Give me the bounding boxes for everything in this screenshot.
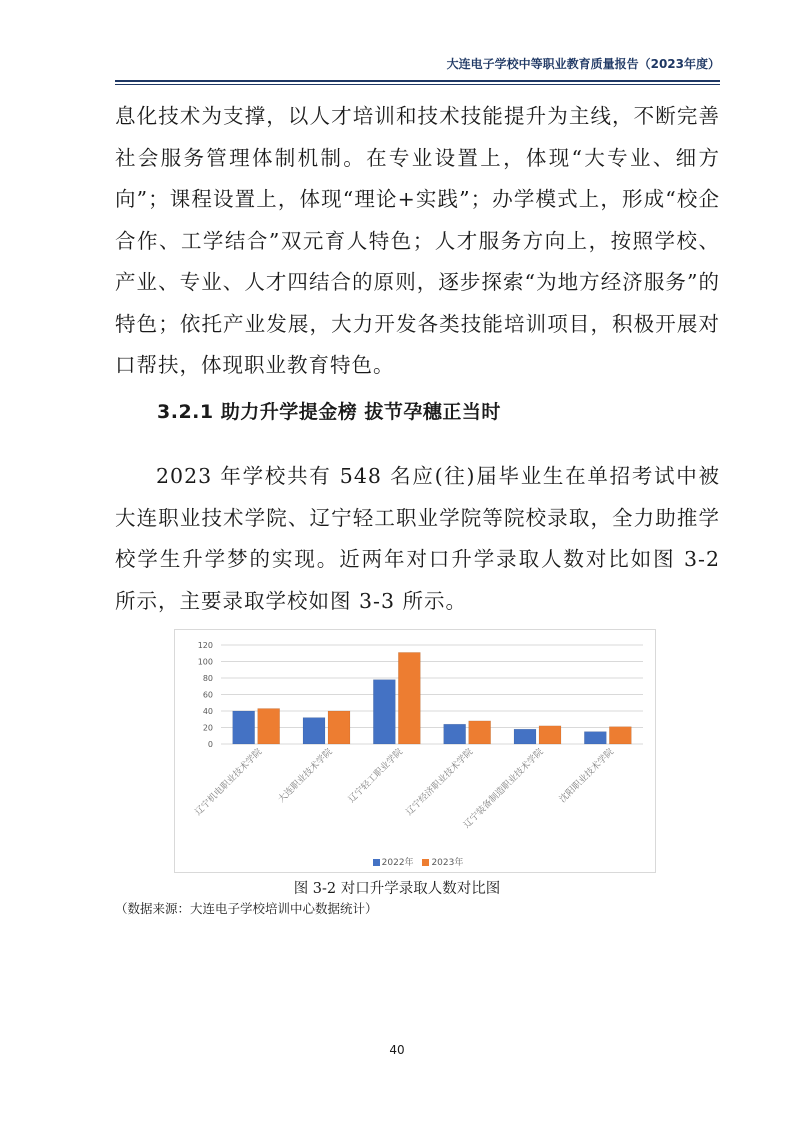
y-tick-label: 20 — [202, 723, 213, 733]
bar-2023 — [398, 652, 420, 744]
legend-swatch-2022 — [373, 859, 380, 866]
y-tick-label: 60 — [202, 690, 213, 700]
legend-swatch-2023 — [422, 859, 429, 866]
bar-2023 — [258, 709, 280, 744]
x-category-label: 大连职业技术学院 — [276, 747, 335, 806]
y-tick-label: 0 — [207, 740, 213, 749]
x-category-label: 辽宁轻工职业学院 — [346, 747, 405, 806]
bar-2022 — [514, 729, 536, 744]
x-category-label: 辽宁经济职业技术学院 — [404, 747, 476, 818]
y-tick-label: 80 — [202, 674, 213, 683]
x-category-label: 辽宁机电职业技术学院 — [193, 747, 265, 818]
bar-2023 — [539, 726, 561, 744]
x-category-label: 沈阳职业技术学院 — [557, 747, 616, 806]
section-heading: 3.2.1 助力升学提金榜 拔节孕穗正当时 — [157, 401, 501, 423]
bar-2022 — [373, 680, 395, 744]
legend-label-2022: 2022年 — [381, 858, 414, 868]
y-tick-label: 40 — [202, 707, 213, 716]
chart-canvas — [175, 630, 655, 872]
bar-2022 — [233, 711, 255, 744]
admission-comparison-chart — [174, 629, 656, 873]
header-rule-thick — [115, 80, 720, 82]
body-paragraph-2: 2023 年学校共有 548 名应(往)届毕业生在单招考试中被大连职业技术学院、辽宁轻工职业学院等院校录取，全力助推学校学生升学梦的实现。近两年对口升学录取人数对比如图 3-2 所示，主要录取学校如图 3-3 所示。 — [115, 464, 720, 613]
body-paragraph-1: 息化技术为支撑，以人才培训和技术技能提升为主线，不断完善社会服务管理体制机制。在专业设置上，体现“大专业、细方向”；课程设置上，体现“理论+实践”；办学模式上，形成“校企合作、工学结合”双元育人特色；人才服务方向上，按照学校、产业、专业、人才四结合的原则，逐步探索“为地方经济服务”的特色；依托产业发展，大力开发各类技能培训项目，积极开展对口帮扶，体现职业教育特色。 — [115, 104, 720, 377]
y-tick-label: 120 — [197, 641, 213, 650]
y-tick-label: 100 — [197, 657, 213, 667]
bar-2023 — [469, 721, 491, 744]
bar-2023 — [609, 727, 631, 744]
figure-caption: 图 3-2 对口升学录取人数对比图 — [293, 881, 501, 897]
x-category-label: 辽宁装备制造职业技术学院 — [462, 747, 546, 831]
data-source-note: （数据来源：大连电子学校培训中心数据统计） — [115, 901, 378, 916]
bar-2022 — [444, 724, 466, 744]
header-rule-thin — [115, 84, 720, 85]
report-header: 大连电子学校中等职业教育质量报告（2023年度） — [446, 57, 720, 71]
bar-2022 — [303, 718, 325, 744]
page-number: 40 — [389, 1043, 405, 1057]
chart-legend — [175, 855, 655, 868]
bar-2022 — [584, 732, 606, 744]
bar-2023 — [328, 711, 350, 744]
legend-label-2023: 2023年 — [431, 858, 464, 868]
